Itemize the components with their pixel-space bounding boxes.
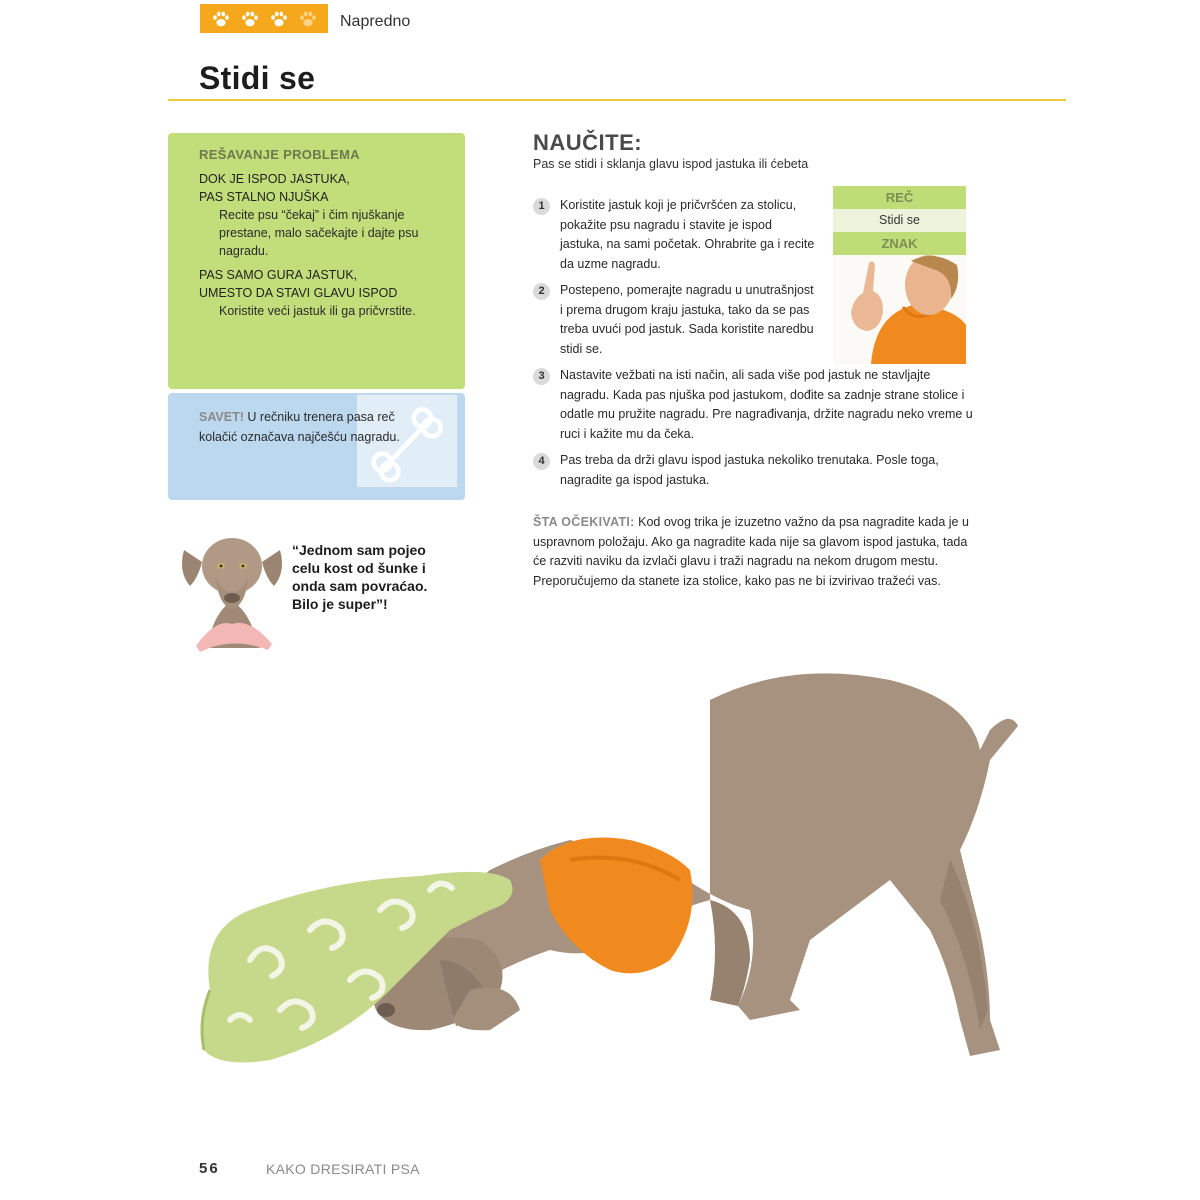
expect-text: Kod ovog trika je izuzetno važno da psa nagradite kada je u uspravnom položaju. Ako ga nagradite kada nije sa glavom ispod jastuka, tada će razviti naviku da izvlači glavu i traži nagradu na nekom drugom mestu. Preporučujemo da stanete iza stolice, kako pas ne bi izvirivao tražeći vas. [533, 515, 969, 588]
tip-text [199, 407, 419, 447]
step-number: 3 [533, 368, 550, 385]
tip-body: U rečniku trenera pasa reč kolačić označava najčešću nagradu. [199, 410, 400, 444]
page-title: Stidi se [199, 60, 316, 96]
step-item [533, 196, 818, 274]
problem-heading: PAS STALNO NJUŠKA [199, 190, 329, 204]
tip-box [168, 393, 465, 500]
learn-title: NAUČITE: [533, 130, 643, 155]
step-item [533, 451, 973, 490]
command-word: Stidi se [833, 209, 966, 232]
step-number: 2 [533, 283, 550, 300]
step-item [533, 281, 818, 359]
sign-label: ZNAK [833, 232, 966, 255]
paw-icon [210, 8, 232, 30]
step-text: Postepeno, pomerajte nagradu u unutrašnjost i prema drugom kraju jastuka, tako da se pas treba uvući pod jastuk. Sada koristite naredbu stidi se. [560, 283, 814, 356]
difficulty-rating [200, 4, 328, 33]
troubleshooting-box [168, 133, 465, 389]
paw-icon-faded [297, 8, 319, 30]
dog-quote: “Jednom sam pojeo celu kost od šunke i onda sam povraćao. Bilo je super”! [292, 542, 428, 612]
problem-solution: Recite psu “čekaj” i čim njuškanje prestane, malo sačekajte i dajte psu nagradu. [219, 208, 419, 258]
word-label: REČ [833, 186, 966, 209]
word-and-sign-panel [833, 186, 966, 364]
troubleshooting-title: REŠAVANJE PROBLEMA [199, 147, 360, 162]
dog-portrait-illustration [176, 528, 288, 652]
step-text: Nastavite vežbati na isti način, ali sada više pod jastuk ne stavljajte nagradu. Kada pas njuška pod jastukom, dođite sa zadnje strane stolice i odatle mu pružite nagradu. Pre nagrađivanja, držite nagradu neko vreme u ruci i kažite mu da čeka. [560, 368, 973, 441]
page-number: 56 [199, 1160, 220, 1177]
paw-icon [268, 8, 290, 30]
book-title: KAKO DRESIRATI PSA [266, 1161, 420, 1177]
step-number: 4 [533, 453, 550, 470]
step-item [533, 366, 973, 444]
problem-heading: DOK JE ISPOD JASTUKA, [199, 172, 350, 186]
hand-signal-photo [833, 255, 966, 364]
problem-heading: PAS SAMO GURA JASTUK, [199, 268, 358, 282]
title-divider [168, 99, 1066, 101]
expect-label: ŠTA OČEKIVATI: [533, 515, 635, 529]
paw-icon [239, 8, 261, 30]
dog-under-pillow-photo [190, 660, 1030, 1100]
problem-heading: UMESTO DA STAVI GLAVU ISPOD [199, 286, 398, 300]
learn-subtitle: Pas se stidi i sklanja glavu ispod jastuka ili ćebeta [533, 157, 809, 171]
tip-label: SAVET! [199, 410, 244, 424]
problem-solution: Koristite veći jastuk ili ga pričvrstite. [219, 304, 416, 318]
step-text: Pas treba da drži glavu ispod jastuka nekoliko trenutaka. Posle toga, nagradite ga ispod jastuka. [560, 453, 939, 487]
difficulty-level-label: Napredno [340, 13, 411, 30]
step-number: 1 [533, 198, 550, 215]
what-to-expect [533, 513, 973, 591]
step-text: Koristite jastuk koji je pričvršćen za stolicu, pokažite psu nagradu i stavite je ispod jastuka, na sami početak. Ohrabrite ga i recite da uzme nagradu. [560, 198, 815, 271]
